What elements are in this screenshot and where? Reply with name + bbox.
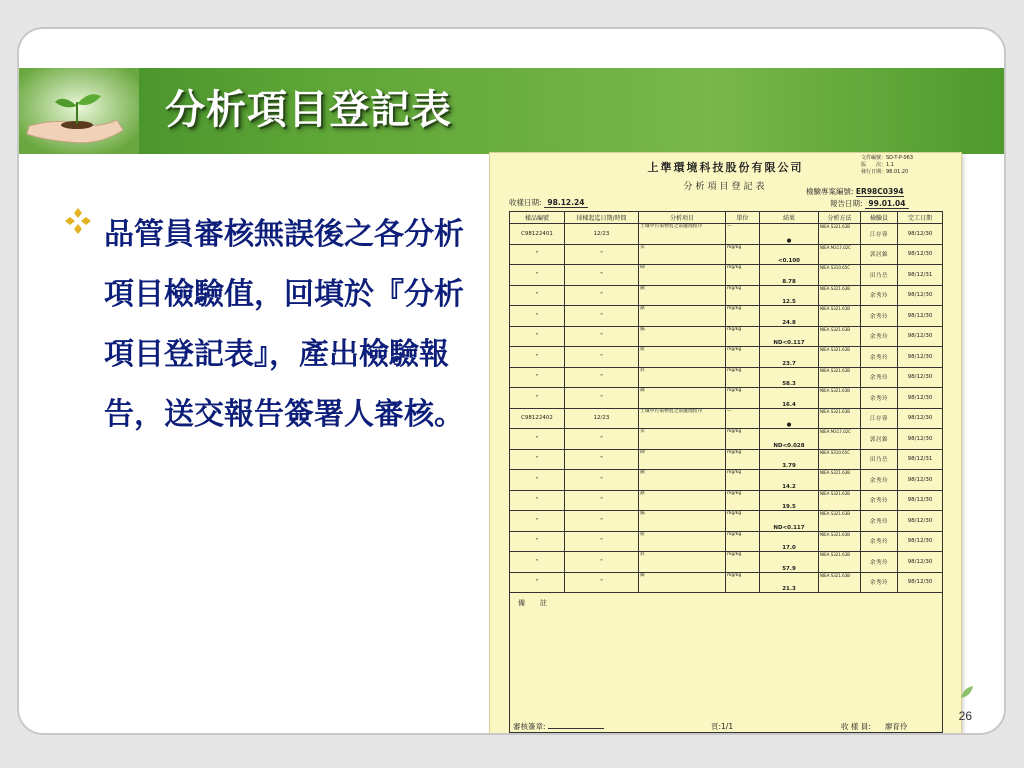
- cell-date: ": [565, 285, 639, 306]
- cell-done: 98/12/30: [898, 367, 943, 388]
- cell-sample: ": [510, 552, 565, 573]
- cell-method: NIEA S321.63B: [819, 306, 861, 327]
- cell-result: 17.0: [760, 531, 819, 552]
- cell-item: 汞: [639, 244, 726, 265]
- cell-item: 鎘: [639, 326, 726, 347]
- receipt-date-value: 98.12.24: [544, 198, 588, 208]
- cell-item: 土壤中污染物質之前處理程序: [639, 224, 726, 245]
- document-meta: [861, 155, 913, 176]
- cell-method: NIEA S321.63B: [819, 490, 861, 511]
- cell-result: 24.8: [760, 306, 819, 327]
- cell-item: 鋅: [639, 552, 726, 573]
- cell-done: 98/12/31: [898, 449, 943, 470]
- case-number-field: [806, 186, 904, 197]
- table-row: [510, 388, 943, 409]
- table-row: [510, 408, 943, 429]
- cell-date: ": [565, 552, 639, 573]
- column-header: 檢驗員: [861, 212, 898, 224]
- receiver-label: 收 樣 員:: [841, 722, 871, 731]
- column-header: 樣品編號: [510, 212, 565, 224]
- cell-unit: mg/kg: [726, 449, 760, 470]
- cell-result: 14.2: [760, 470, 819, 491]
- doc-meta-line: 發行日期：98.01.20: [861, 169, 909, 175]
- cell-inspector: 余秀玲: [861, 285, 898, 306]
- table-row: [510, 244, 943, 265]
- cell-inspector: 郭居錦: [861, 429, 898, 450]
- cell-done: 98/12/30: [898, 285, 943, 306]
- cell-result: ND<0.028: [760, 429, 819, 450]
- cell-item: 鉛: [639, 531, 726, 552]
- cell-inspector: 余秀玲: [861, 531, 898, 552]
- receipt-date-field: [509, 197, 588, 208]
- cell-method: NIEA S321.63B: [819, 470, 861, 491]
- cell-inspector: 余秀玲: [861, 388, 898, 409]
- cell-result: 23.7: [760, 347, 819, 368]
- cell-done: 98/12/30: [898, 552, 943, 573]
- cell-inspector: 江存蓉: [861, 408, 898, 429]
- cell-unit: mg/kg: [726, 511, 760, 532]
- table-body: [510, 224, 943, 593]
- cell-unit: mg/kg: [726, 531, 760, 552]
- cell-sample: ": [510, 470, 565, 491]
- cell-method: NIEA S321.63B: [819, 367, 861, 388]
- table-header-row: [510, 212, 943, 224]
- reviewer-signature-field: [513, 721, 604, 732]
- cell-method: NIEA S321.63B: [819, 511, 861, 532]
- page-indicator: 頁:1/1: [711, 722, 734, 731]
- cell-sample: ": [510, 306, 565, 327]
- cell-method: NIEA S310.65C: [819, 449, 861, 470]
- cell-inspector: 田乃岳: [861, 265, 898, 286]
- cell-item: 鉻: [639, 490, 726, 511]
- cell-method: NIEA S310.65C: [819, 265, 861, 286]
- cell-result: ●: [760, 408, 819, 429]
- table-row: [510, 572, 943, 593]
- doc-meta-line: 文件編號：SD-T-P-063: [861, 155, 914, 161]
- cell-method: NIEA S321.63B: [819, 347, 861, 368]
- title-banner: [19, 68, 1006, 154]
- cell-result: 16.4: [760, 388, 819, 409]
- cell-item: 鎳: [639, 388, 726, 409]
- cell-date: ": [565, 347, 639, 368]
- seedling-in-hands-icon: [19, 68, 139, 154]
- cell-done: 98/12/30: [898, 429, 943, 450]
- remarks-row: [510, 593, 943, 733]
- cell-unit: —: [726, 224, 760, 245]
- report-date-value: 99.01.04: [865, 199, 909, 209]
- receiver-name: 廖育伶: [873, 721, 919, 733]
- cell-unit: mg/kg: [726, 244, 760, 265]
- cell-method: NIEA S321.63B: [819, 572, 861, 593]
- cell-done: 98/12/30: [898, 511, 943, 532]
- receipt-date-label: 收樣日期:: [509, 198, 542, 207]
- cell-inspector: 余秀玲: [861, 490, 898, 511]
- cell-unit: mg/kg: [726, 388, 760, 409]
- cell-method: NIEA S321.63B: [819, 285, 861, 306]
- cell-item: 銅: [639, 470, 726, 491]
- cell-item: 砷: [639, 449, 726, 470]
- table-row: [510, 306, 943, 327]
- table-row: [510, 347, 943, 368]
- cell-done: 98/12/30: [898, 490, 943, 511]
- table-row: [510, 490, 943, 511]
- table-row: [510, 449, 943, 470]
- cell-unit: mg/kg: [726, 285, 760, 306]
- cell-done: 98/12/31: [898, 265, 943, 286]
- table-row: [510, 511, 943, 532]
- cell-method: NIEA M317.02C: [819, 429, 861, 450]
- cell-date: ": [565, 531, 639, 552]
- cell-date: ": [565, 429, 639, 450]
- cell-sample: ": [510, 429, 565, 450]
- cell-unit: mg/kg: [726, 265, 760, 286]
- cell-result: 21.3: [760, 572, 819, 593]
- case-number-label: 檢驗專案編號:: [806, 187, 854, 196]
- receiver-field: [841, 721, 919, 733]
- report-date-label: 報告日期:: [830, 199, 863, 208]
- leaf-decoration-icon: [959, 684, 975, 700]
- cell-done: 98/12/30: [898, 224, 943, 245]
- cell-result: <0.100: [760, 244, 819, 265]
- cell-method: NIEA S321.63B: [819, 531, 861, 552]
- cell-inspector: 江存蓉: [861, 224, 898, 245]
- cell-unit: mg/kg: [726, 490, 760, 511]
- cell-unit: —: [726, 408, 760, 429]
- table-row: [510, 470, 943, 491]
- form-title: 分析項目登記表: [683, 182, 768, 192]
- cell-inspector: 余秀玲: [861, 572, 898, 593]
- cell-unit: mg/kg: [726, 326, 760, 347]
- cell-done: 98/12/30: [898, 388, 943, 409]
- cell-date: ": [565, 470, 639, 491]
- cell-date: ": [565, 265, 639, 286]
- table-row: [510, 265, 943, 286]
- cell-date: ": [565, 511, 639, 532]
- cell-result: 57.9: [760, 552, 819, 573]
- cell-unit: mg/kg: [726, 470, 760, 491]
- cell-sample: ": [510, 326, 565, 347]
- cell-sample: ": [510, 265, 565, 286]
- cell-unit: mg/kg: [726, 367, 760, 388]
- cell-inspector: 余秀玲: [861, 306, 898, 327]
- cell-done: 98/12/30: [898, 470, 943, 491]
- cell-date: 12/23: [565, 224, 639, 245]
- table-row: [510, 285, 943, 306]
- cell-inspector: 田乃岳: [861, 449, 898, 470]
- cell-done: 98/12/30: [898, 531, 943, 552]
- cell-date: ": [565, 449, 639, 470]
- cell-sample: ": [510, 285, 565, 306]
- page-number: 26: [958, 709, 972, 723]
- table-row: [510, 326, 943, 347]
- cell-item: 鋅: [639, 367, 726, 388]
- cell-method: NIEA S321.63B: [819, 552, 861, 573]
- cell-unit: mg/kg: [726, 429, 760, 450]
- cell-result: 3.79: [760, 449, 819, 470]
- cell-method: NIEA S321.63B: [819, 326, 861, 347]
- cell-item: 汞: [639, 429, 726, 450]
- cell-sample: ": [510, 244, 565, 265]
- report-date-field: [830, 198, 909, 209]
- cell-result: ●: [760, 224, 819, 245]
- cell-unit: mg/kg: [726, 306, 760, 327]
- cell-inspector: 余秀玲: [861, 347, 898, 368]
- cell-result: ND<0.117: [760, 511, 819, 532]
- analysis-registration-form: [489, 152, 962, 735]
- case-number-value: ER98C0394: [855, 187, 904, 196]
- table-row: [510, 429, 943, 450]
- cell-sample: ": [510, 490, 565, 511]
- cell-unit: mg/kg: [726, 347, 760, 368]
- table-row: [510, 552, 943, 573]
- cell-sample: C98122402: [510, 408, 565, 429]
- cell-item: 銅: [639, 285, 726, 306]
- cell-unit: mg/kg: [726, 572, 760, 593]
- cell-result: 8.78: [760, 265, 819, 286]
- cell-done: 98/12/30: [898, 306, 943, 327]
- cell-done: 98/12/30: [898, 244, 943, 265]
- cell-sample: ": [510, 388, 565, 409]
- cell-method: NIEA S321.63B: [819, 388, 861, 409]
- remarks-label: 備 註: [510, 593, 943, 733]
- cell-inspector: 余秀玲: [861, 326, 898, 347]
- cell-sample: ": [510, 449, 565, 470]
- column-header: 單位: [726, 212, 760, 224]
- slide-title: 分析項目登記表: [165, 87, 452, 133]
- cell-inspector: 余秀玲: [861, 552, 898, 573]
- cell-date: ": [565, 306, 639, 327]
- cell-done: 98/12/30: [898, 408, 943, 429]
- column-header: 結果: [760, 212, 819, 224]
- doc-meta-line: 版 次：1.1: [861, 162, 894, 168]
- cell-date: ": [565, 326, 639, 347]
- cell-sample: ": [510, 367, 565, 388]
- cell-unit: mg/kg: [726, 552, 760, 573]
- cell-sample: ": [510, 572, 565, 593]
- reviewer-signature-line: [548, 728, 604, 729]
- cell-inspector: 余秀玲: [861, 511, 898, 532]
- cell-item: 鉻: [639, 306, 726, 327]
- cell-date: ": [565, 572, 639, 593]
- table-row: [510, 367, 943, 388]
- cell-done: 98/12/30: [898, 326, 943, 347]
- cell-date: 12/23: [565, 408, 639, 429]
- cell-item: 土壤中污染物質之前處理程序: [639, 408, 726, 429]
- cell-method: NIEA S321.63B: [819, 408, 861, 429]
- cell-item: 鉛: [639, 347, 726, 368]
- cell-inspector: 余秀玲: [861, 367, 898, 388]
- cell-item: 砷: [639, 265, 726, 286]
- cell-result: ND<0.117: [760, 326, 819, 347]
- cell-item: 鎳: [639, 572, 726, 593]
- column-header: 完工日期: [898, 212, 943, 224]
- slide: [17, 27, 1006, 735]
- table-row: [510, 224, 943, 245]
- cell-result: 58.3: [760, 367, 819, 388]
- table-row: [510, 531, 943, 552]
- company-name: 上準環境科技股份有限公司: [647, 161, 804, 174]
- cell-result: 19.5: [760, 490, 819, 511]
- cell-sample: ": [510, 347, 565, 368]
- cell-inspector: 余秀玲: [861, 470, 898, 491]
- cell-sample: C98122401: [510, 224, 565, 245]
- cell-date: ": [565, 244, 639, 265]
- four-diamond-bullet-icon: [64, 207, 92, 235]
- analysis-table: [509, 211, 943, 733]
- cell-date: ": [565, 388, 639, 409]
- cell-inspector: 郭居錦: [861, 244, 898, 265]
- cell-method: NIEA M317.02C: [819, 244, 861, 265]
- bullet-text: 品管員審核無誤後之各分析項目檢驗值，回填於『分析項目登記表』，產出檢驗報告，送交報告簽署人審核。: [104, 217, 464, 432]
- cell-result: 12.5: [760, 285, 819, 306]
- column-header: 分析項目: [639, 212, 726, 224]
- cell-sample: ": [510, 531, 565, 552]
- reviewer-label: 審核簽章:: [513, 722, 546, 731]
- column-header: 採樣起迄日期/時間: [565, 212, 639, 224]
- column-header: 分析方法: [819, 212, 861, 224]
- cell-method: NIEA S321.63B: [819, 224, 861, 245]
- cell-done: 98/12/30: [898, 572, 943, 593]
- cell-sample: ": [510, 511, 565, 532]
- cell-date: ": [565, 367, 639, 388]
- cell-date: ": [565, 490, 639, 511]
- cell-item: 鎘: [639, 511, 726, 532]
- cell-done: 98/12/30: [898, 347, 943, 368]
